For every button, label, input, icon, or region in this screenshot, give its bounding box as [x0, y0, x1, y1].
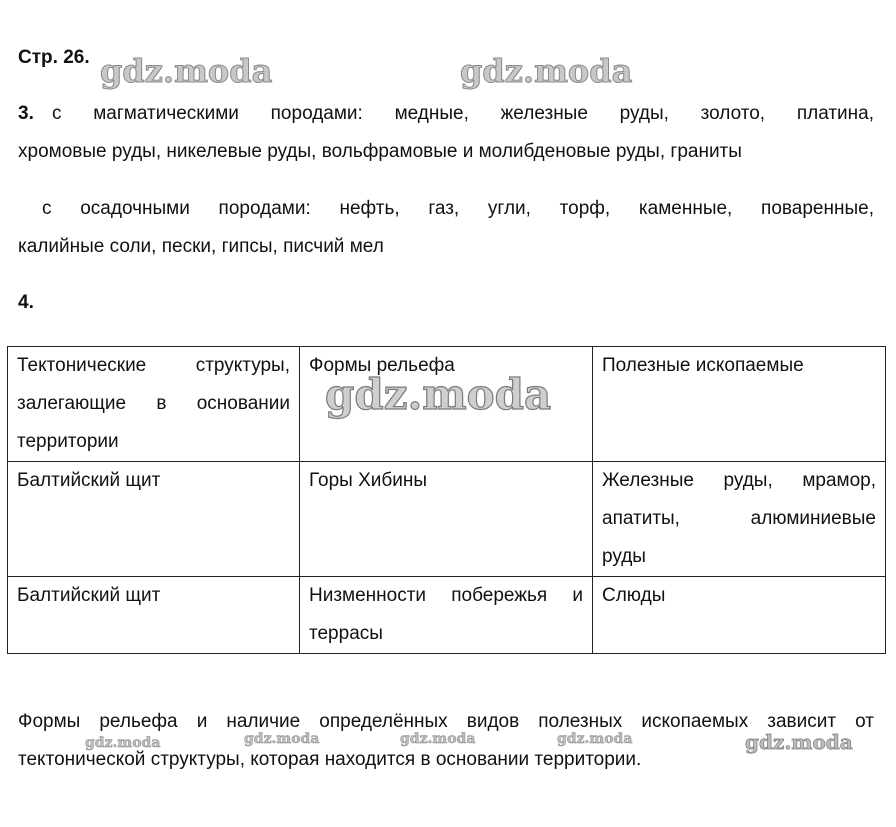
cell-line: Железные руды, мрамор, [602, 470, 876, 491]
conclusion-line1: Формы рельефа и наличие определённых видов полезных ископаемых зависит от [18, 711, 874, 732]
cell-line: апатиты, алюминиевые [602, 508, 876, 529]
watermark: gdz.moda [557, 731, 633, 747]
task3-sedimentary-line2: калийные соли, пески, гипсы, писчий мел [18, 236, 384, 257]
task3-sedimentary-line1: с осадочными породами: нефть, газ, угли, торф, каменные, поваренные, [42, 198, 874, 219]
cell-relief [300, 462, 593, 577]
task3-number: 3. [18, 103, 34, 124]
cell-line: Балтийский щит [17, 585, 161, 606]
watermark: gdz.moda [400, 731, 476, 747]
watermark: gdz.moda [244, 731, 320, 747]
header-line: залегающие в основании [17, 393, 290, 414]
cell-line: Слюды [602, 585, 666, 606]
header-line: территории [17, 431, 119, 452]
header-line: Полезные ископаемые [602, 355, 804, 376]
watermark: gdz.moda [745, 730, 853, 754]
table-header-row [8, 347, 886, 462]
header-line: Формы рельефа [309, 355, 455, 376]
task4-number: 4. [18, 292, 34, 313]
conclusion-line2: тектонической структуры, которая находится в основании территории. [18, 749, 642, 770]
header-line: Тектонические структуры, [17, 355, 290, 376]
task3-magmatic-line1: с магматическими породами: медные, железные руды, золото, платина, [52, 103, 874, 124]
header-cell-minerals [593, 347, 886, 462]
cell-minerals [593, 577, 886, 654]
cell-structure [8, 577, 300, 654]
cell-line: террасы [309, 623, 383, 644]
task3-magmatic-line2: хромовые руды, никелевые руды, вольфрамовые и молибденовые руды, граниты [18, 141, 742, 162]
cell-relief [300, 577, 593, 654]
cell-line: Горы Хибины [309, 470, 428, 491]
cell-line: Балтийский щит [17, 470, 161, 491]
header-cell-structures [8, 347, 300, 462]
table-row [8, 577, 886, 654]
cell-structure [8, 462, 300, 577]
watermark: gdz.moda [460, 52, 633, 90]
minerals-table [7, 346, 886, 654]
cell-line: Низменности побережья и [309, 585, 583, 606]
page-heading: Стр. 26. [18, 47, 90, 68]
cell-line: руды [602, 546, 646, 567]
cell-minerals [593, 462, 886, 577]
watermark: gdz.moda [100, 52, 273, 90]
watermark: gdz.moda [325, 370, 552, 419]
watermark: gdz.moda [85, 735, 161, 751]
table-row [8, 462, 886, 577]
header-cell-relief [300, 347, 593, 462]
